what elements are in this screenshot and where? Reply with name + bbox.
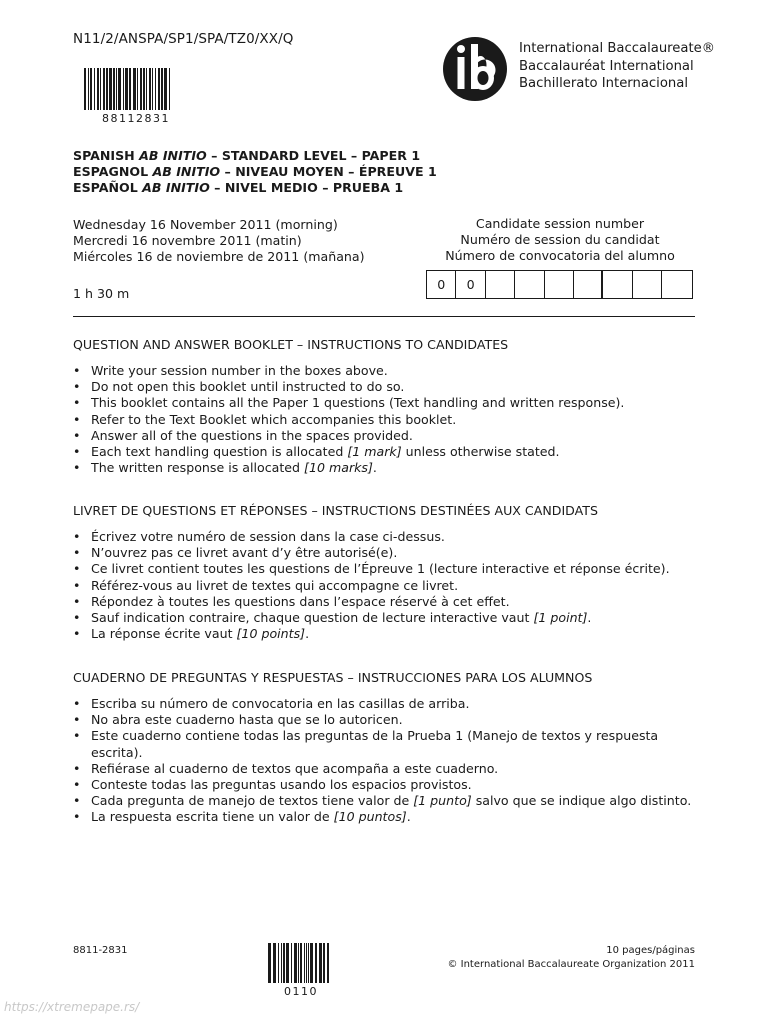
barcode-bar — [327, 943, 329, 983]
candidate-label-en: Candidate session number — [475, 216, 645, 231]
barcode-bar — [90, 68, 92, 110]
organization-names — [519, 40, 715, 93]
barcode-bar — [294, 943, 297, 983]
org-name-fr: Baccalauréat International — [519, 58, 694, 74]
watermark-link[interactable]: https://xtremepape.rs/ — [4, 1000, 140, 1014]
session-digit-box[interactable] — [603, 271, 632, 298]
instructions-spanish — [73, 670, 713, 826]
barcode-bar — [298, 943, 299, 983]
list-item: • Sauf indication contraire, chaque question de lecture interactive vaut [1 point]. — [73, 610, 713, 626]
barcode-bar — [164, 68, 167, 110]
date-fr: Mercredi 16 novembre 2011 (matin) — [73, 233, 302, 248]
barcode-bar — [319, 943, 322, 983]
footer-code: 8811-2831 — [73, 945, 128, 956]
barcode-bar — [155, 68, 156, 110]
barcode-bar — [146, 68, 147, 110]
date-es: Miércoles 16 de noviembre de 2011 (mañana) — [73, 249, 365, 264]
barcode-bar — [278, 943, 279, 983]
list-item: • No abra este cuaderno hasta que se lo autoricen. — [73, 712, 713, 728]
ib-logo-icon — [441, 36, 509, 102]
barcode-bar — [291, 943, 292, 983]
barcode-bar — [273, 943, 276, 983]
candidate-label-fr: Numéro de session du candidat — [460, 232, 660, 247]
list-item: • Answer all of the questions in the spaces provided. — [73, 428, 713, 444]
session-digit-box[interactable] — [486, 271, 515, 298]
barcode-bar — [84, 68, 86, 110]
list-item: • Do not open this booklet until instructed to do so. — [73, 379, 713, 395]
org-name-es: Bachillerato Internacional — [519, 76, 689, 91]
instructions-french — [73, 503, 713, 642]
list-item: • This booklet contains all the Paper 1 questions (Text handling and written response). — [73, 395, 713, 411]
barcode-number-top: 88112831 — [102, 112, 170, 125]
list-item: • Répondez à toutes les questions dans l’espace réservé à cet effet. — [73, 594, 713, 610]
barcode-top — [84, 68, 172, 110]
list-item: • Refiérase al cuaderno de textos que acompaña a este cuaderno. — [73, 761, 713, 777]
list-item: • Escriba su número de convocatoria en las casillas de arriba. — [73, 696, 713, 712]
list-item: • Écrivez votre numéro de session dans la case ci-dessus. — [73, 529, 713, 545]
barcode-bar — [113, 68, 115, 110]
list-item: • The written response is allocated [10 marks]. — [73, 460, 713, 476]
title-es: ESPAÑOL AB INITIO – NIVEL MEDIO – PRUEBA 1 — [73, 180, 404, 195]
barcode-bar — [97, 68, 99, 110]
session-digit-box[interactable]: 0 — [456, 271, 485, 298]
title-fr: ESPAGNOL AB INITIO – NIVEAU MOYEN – ÉPREUVE 1 — [73, 164, 437, 179]
section-heading: CUADERNO DE PREGUNTAS Y RESPUESTAS – INSTRUCCIONES PARA LOS ALUMNOS — [73, 670, 593, 685]
barcode-bar — [94, 68, 95, 110]
header-divider — [73, 316, 695, 317]
exam-duration: 1 h 30 m — [73, 286, 130, 301]
barcode-bar — [118, 68, 121, 110]
list-item: • Write your session number in the boxes above. — [73, 363, 713, 379]
barcode-bar — [123, 68, 124, 110]
candidate-label-es: Número de convocatoria del alumno — [445, 248, 675, 263]
barcode-bar — [116, 68, 117, 110]
barcode-bar — [306, 943, 307, 983]
barcode-bar — [304, 943, 305, 983]
barcode-bar — [143, 68, 145, 110]
session-digit-box[interactable] — [662, 271, 691, 298]
document-code: N11/2/ANSPA/SP1/SPA/TZ0/XX/Q — [73, 31, 294, 47]
barcode-bar — [161, 68, 163, 110]
barcode-bar — [129, 68, 131, 110]
copyright: © International Baccalaureate Organization 2011 — [447, 959, 695, 970]
date-en: Wednesday 16 November 2011 (morning) — [73, 217, 338, 232]
barcode-bar — [283, 943, 285, 983]
list-item: • Each text handling question is allocated [1 mark] unless otherwise stated. — [73, 444, 713, 460]
list-item: • N’ouvrez pas ce livret avant d’y être autorisé(e). — [73, 545, 713, 561]
instruction-list — [73, 363, 713, 476]
barcode-bar — [133, 68, 136, 110]
footer-pages — [440, 944, 695, 972]
session-digit-box[interactable]: 0 — [427, 271, 456, 298]
exam-dates — [73, 217, 365, 265]
session-digit-box[interactable] — [574, 271, 603, 298]
list-item: • Refer to the Text Booklet which accompanies this booklet. — [73, 412, 713, 428]
list-item: • La réponse écrite vaut [10 points]. — [73, 626, 713, 642]
barcode-bar — [268, 943, 271, 983]
exam-titles — [73, 148, 437, 196]
barcode-bar — [281, 943, 282, 983]
barcode-bar — [140, 68, 142, 110]
session-digit-box[interactable] — [515, 271, 544, 298]
list-item: • Ce livret contient toutes les questions de l’Épreuve 1 (lecture interactive et réponse écrite). — [73, 561, 713, 577]
barcode-bar — [315, 943, 317, 983]
title-en: SPANISH AB INITIO – STANDARD LEVEL – PAPER 1 — [73, 148, 421, 163]
barcode-bar — [300, 943, 302, 983]
barcode-bar — [158, 68, 160, 110]
list-item: • Référez-vous au livret de textes qui accompagne ce livret. — [73, 578, 713, 594]
barcode-bar — [169, 68, 170, 110]
candidate-session-labels — [420, 216, 700, 264]
barcode-bar — [308, 943, 309, 983]
session-digit-box[interactable] — [633, 271, 662, 298]
section-heading: QUESTION AND ANSWER BOOKLET – INSTRUCTIONS TO CANDIDATES — [73, 337, 509, 352]
barcode-bar — [125, 68, 128, 110]
org-name-en: International Baccalaureate® — [519, 41, 715, 56]
barcode-bar — [149, 68, 151, 110]
session-digit-box[interactable] — [545, 271, 574, 298]
section-heading: LIVRET DE QUESTIONS ET RÉPONSES – INSTRUCTIONS DESTINÉES AUX CANDIDATS — [73, 503, 598, 518]
page-count: 10 pages/páginas — [606, 945, 695, 956]
barcode-bar — [310, 943, 313, 983]
barcode-bar — [323, 943, 325, 983]
barcode-number-bottom: 0110 — [284, 985, 318, 998]
list-item: • La respuesta escrita tiene un valor de [10 puntos]. — [73, 809, 713, 825]
barcode-bottom — [268, 943, 330, 983]
list-item: • Este cuaderno contiene todas las preguntas de la Prueba 1 (Manejo de textos y respuesta escrita). — [73, 728, 713, 760]
instructions-english — [73, 337, 713, 476]
barcode-bar — [106, 68, 108, 110]
barcode-bar — [109, 68, 112, 110]
instruction-list — [73, 529, 713, 642]
candidate-session-number-boxes — [426, 270, 693, 299]
instruction-list — [73, 696, 713, 826]
list-item: • Conteste todas las preguntas usando los espacios provistos. — [73, 777, 713, 793]
list-item: • Cada pregunta de manejo de textos tiene valor de [1 punto] salvo que se indique algo distinto. — [73, 793, 713, 809]
barcode-bar — [88, 68, 89, 110]
barcode-bar — [152, 68, 153, 110]
barcode-bar — [137, 68, 138, 110]
barcode-bar — [100, 68, 101, 110]
barcode-bar — [103, 68, 105, 110]
barcode-bar — [286, 943, 289, 983]
